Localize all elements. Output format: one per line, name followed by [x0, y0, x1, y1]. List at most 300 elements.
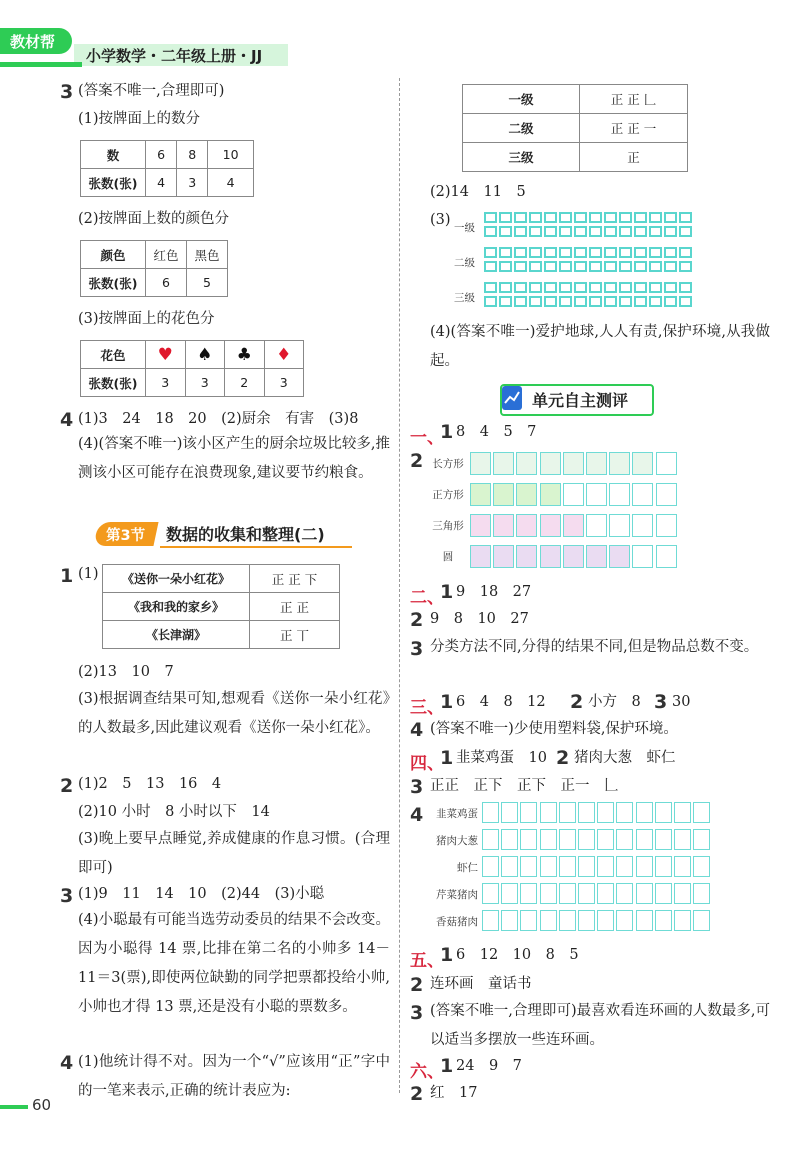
grid-cell: [609, 545, 630, 568]
grid-cell: [544, 212, 557, 223]
table-cell: 2: [225, 369, 265, 397]
grid-cell: [514, 247, 527, 258]
grid-cell: [679, 261, 692, 272]
answer-text: 9 18 27: [456, 584, 532, 600]
grid-cell: [514, 261, 527, 272]
grid-cell: [520, 829, 537, 850]
grid-cell: [656, 514, 677, 537]
column-divider: [399, 78, 400, 1093]
grid-cell: [559, 261, 572, 272]
grid-cell: [649, 226, 662, 237]
section-number: 三、: [410, 698, 444, 718]
grid-cell: [578, 829, 595, 850]
answer-paragraph: 分类方法不同,分得的结果不同,但是物品总数不变。: [430, 639, 759, 655]
grid-cell: [529, 296, 542, 307]
grid-cell: [574, 212, 587, 223]
header-stripe: [0, 62, 82, 67]
answer-text: (2)14 11 5: [430, 184, 526, 200]
grid-cell: [540, 514, 561, 537]
grid-cell: [559, 282, 572, 293]
section-header: [96, 520, 386, 548]
grid-cell: [693, 883, 710, 904]
grid-cell: [520, 910, 537, 931]
grid-cell: [540, 483, 561, 506]
grid-cell: [589, 282, 602, 293]
table-cell: 张数(张): [81, 169, 146, 197]
answer-text: 红 17: [430, 1085, 478, 1101]
table-cell: 4: [208, 169, 254, 197]
grid-cell: [604, 226, 617, 237]
grid-cell: [632, 514, 653, 537]
grid-cell: [470, 452, 491, 475]
question-number: 1: [440, 691, 454, 713]
grid-cell: [514, 296, 527, 307]
grid-cell: [609, 452, 630, 475]
answer-text: 30: [672, 694, 691, 710]
grid-cell: [632, 483, 653, 506]
grid-cell: [586, 483, 607, 506]
grid-cell: [597, 802, 614, 823]
grid-cell: [559, 296, 572, 307]
unit-title: 单元自主测评: [532, 391, 629, 410]
answer-text: 正正 正下 正下 正一 𠃊: [430, 778, 619, 794]
grid-cell: [649, 282, 662, 293]
grid-cell: [649, 247, 662, 258]
dumpling-grid-chart: [420, 802, 710, 942]
grid-cell: [482, 910, 499, 931]
grid-cell: [499, 226, 512, 237]
grid-cell: [604, 296, 617, 307]
table-cell: 三级: [463, 143, 580, 172]
grid-cell: [574, 296, 587, 307]
section-number: 一、: [410, 428, 444, 448]
question-number: 3: [60, 81, 74, 103]
grade-grid-chart: [454, 212, 704, 312]
grid-cell: [634, 261, 647, 272]
grid-cell: [529, 226, 542, 237]
grid-cell: [589, 226, 602, 237]
grid-cell: [484, 296, 497, 307]
question-number: 2: [570, 691, 584, 713]
grid-row-label: 一级: [454, 222, 475, 234]
answer-text: (1)9 11 14 10 (2)44 (3)小聪: [78, 886, 325, 902]
question-number: 2: [410, 609, 424, 631]
question-number: 2: [410, 450, 424, 472]
grid-cell: [516, 514, 537, 537]
grid-cell: [529, 247, 542, 258]
card-color-table: [80, 240, 228, 297]
grid-row: [482, 883, 712, 904]
grid-cell: [540, 910, 557, 931]
grid-cell: [493, 514, 514, 537]
table-cell: 正 正 一: [580, 114, 688, 143]
grid-cell: [514, 212, 527, 223]
grid-cell: [632, 545, 653, 568]
grid-cell: [619, 261, 632, 272]
grid-cell: [634, 247, 647, 258]
grid-cell: [544, 247, 557, 258]
table-cell: 张数(张): [81, 369, 146, 397]
answer-text: 8 4 5 7: [456, 424, 537, 440]
grid-cell: [574, 226, 587, 237]
table-cell: 数: [81, 141, 146, 169]
table-cell: 《我和我的家乡》: [103, 593, 250, 621]
grid-cell: [679, 226, 692, 237]
section-number: 六、: [410, 1062, 444, 1082]
grid-row: [482, 829, 712, 850]
table-cell: 正 正: [250, 593, 340, 621]
grid-cell: [655, 802, 672, 823]
grid-cell: [559, 212, 572, 223]
grid-cell: [632, 452, 653, 475]
grid-cell: [616, 883, 633, 904]
answer-paragraph: (4)(答案不唯一)爱护地球,人人有责,保护环境,从我做起。: [430, 324, 770, 369]
grid-cell: [636, 910, 653, 931]
question-number: 4: [60, 409, 74, 431]
grid-cell: [586, 545, 607, 568]
card-suit-table: [80, 340, 304, 397]
grid-cell: [578, 802, 595, 823]
diamond-icon: ♦: [264, 341, 304, 369]
answer-text: (3): [430, 212, 451, 228]
grid-row-label: 香菇猪肉: [436, 916, 478, 928]
section-number: 四、: [410, 754, 444, 774]
grid-row: [484, 247, 694, 258]
grid-cell: [559, 883, 576, 904]
grid-row: [484, 212, 694, 223]
grid-row: [484, 296, 694, 307]
grid-row-label: 三角形: [432, 520, 464, 532]
grid-row: [482, 802, 712, 823]
grid-cell: [679, 296, 692, 307]
section-number: 二、: [410, 588, 444, 608]
grid-cell: [649, 261, 662, 272]
grid-cell: [559, 910, 576, 931]
question-number: 3: [410, 1002, 424, 1024]
answer-text: (2)按牌面上数的颜色分: [78, 211, 230, 227]
grid-cell: [529, 261, 542, 272]
grid-cell: [679, 212, 692, 223]
table-cell: 黑色: [187, 241, 228, 269]
grid-cell: [482, 829, 499, 850]
grid-cell: [484, 261, 497, 272]
grid-cell: [589, 296, 602, 307]
answer-text: (2)13 10 7: [78, 664, 174, 680]
grid-cell: [499, 296, 512, 307]
answer-paragraph: (1)他统计得不对。因为一个“√”应该用“正”字中的一笔来表示,正确的统计表应为:: [78, 1054, 390, 1099]
grid-cell: [586, 514, 607, 537]
grid-row-label: 芹菜猪肉: [436, 889, 478, 901]
grid-row: [470, 483, 679, 506]
answer-text: (1)2 5 13 16 4: [78, 776, 222, 792]
grid-cell: [597, 910, 614, 931]
grid-cell: [604, 212, 617, 223]
question-number: 1: [440, 944, 454, 966]
question-number: 2: [410, 974, 424, 996]
answer-text: (答案不唯一,合理即可): [78, 83, 225, 99]
grid-cell: [589, 261, 602, 272]
grade-tally-table: [462, 84, 688, 172]
answer-text: 6 12 10 8 5: [456, 947, 579, 963]
grid-cell: [499, 282, 512, 293]
answer-paragraph: (4)(答案不唯一)该小区产生的厨余垃圾比较多,推测该小区可能存在浪费现象,建议要节约粮食。: [78, 436, 390, 481]
grid-cell: [656, 483, 677, 506]
chart-icon: [502, 386, 522, 410]
grid-cell: [540, 802, 557, 823]
answer-text: 连环画 童话书: [430, 976, 532, 992]
grid-cell: [514, 282, 527, 293]
grid-cell: [544, 282, 557, 293]
section-number: 五、: [410, 951, 444, 971]
grid-cell: [493, 545, 514, 568]
grid-cell: [499, 261, 512, 272]
answer-text: (3)按牌面上的花色分: [78, 311, 215, 327]
grid-cell: [559, 247, 572, 258]
grid-cell: [559, 856, 576, 877]
grid-cell: [544, 261, 557, 272]
grid-cell: [574, 261, 587, 272]
grid-cell: [501, 910, 518, 931]
question-number: 3: [410, 638, 424, 660]
grid-cell: [636, 829, 653, 850]
heart-icon: ♥: [146, 341, 186, 369]
grid-cell: [693, 910, 710, 931]
grid-cell: [693, 856, 710, 877]
section-title: 数据的收集和整理(二): [166, 525, 325, 544]
grid-cell: [616, 829, 633, 850]
table-cell: 正 正 下: [250, 565, 340, 593]
grid-cell: [674, 883, 691, 904]
grid-cell: [604, 282, 617, 293]
table-cell: 一级: [463, 85, 580, 114]
answer-text: 6 4 8 12: [456, 694, 546, 710]
grid-row-label: 长方形: [432, 458, 464, 470]
grid-cell: [516, 545, 537, 568]
question-number: 2: [60, 775, 74, 797]
question-number: 1: [440, 581, 454, 603]
table-cell: 正: [580, 143, 688, 172]
grid-cell: [619, 226, 632, 237]
table-cell: 5: [187, 269, 228, 297]
grid-cell: [516, 452, 537, 475]
grid-row-label: 圆: [442, 551, 454, 563]
page-number-bar: [0, 1105, 28, 1109]
grid-cell: [520, 802, 537, 823]
question-number: 3: [410, 776, 424, 798]
grid-cell: [649, 296, 662, 307]
grid-cell: [586, 452, 607, 475]
grid-cell: [619, 212, 632, 223]
question-number: 1: [440, 421, 454, 443]
answer-text: 小方 8: [588, 694, 641, 710]
table-cell: 红色: [146, 241, 187, 269]
grid-row: [470, 452, 679, 475]
grid-cell: [559, 802, 576, 823]
grid-cell: [544, 296, 557, 307]
grid-cell: [470, 514, 491, 537]
grid-cell: [493, 452, 514, 475]
grid-cell: [664, 212, 677, 223]
answer-paragraph: (3)根据调查结果可知,想观看《送你一朵小红花》的人数最多,因此建议观看《送你一朵小红花》。: [78, 691, 390, 736]
movie-vote-table: [102, 564, 340, 649]
table-cell: 8: [177, 141, 208, 169]
grid-cell: [484, 282, 497, 293]
grid-cell: [634, 226, 647, 237]
table-cell: 正 正 𠃊: [580, 85, 688, 114]
grid-cell: [563, 545, 584, 568]
question-number: 1: [440, 747, 454, 769]
grid-cell: [470, 483, 491, 506]
answer-text: (1)3 24 18 20 (2)厨余 有害 (3)8: [78, 411, 359, 427]
grid-cell: [664, 296, 677, 307]
grid-cell: [470, 545, 491, 568]
header-title: 小学数学・二年级上册・JJ: [86, 47, 263, 65]
grid-row: [482, 856, 712, 877]
grid-cell: [563, 452, 584, 475]
grid-row: [470, 545, 679, 568]
table-cell: 6: [146, 141, 177, 169]
table-cell: 《长津湖》: [103, 621, 250, 649]
table-cell: 6: [146, 269, 187, 297]
grid-cell: [484, 226, 497, 237]
grid-cell: [604, 261, 617, 272]
grid-cell: [619, 296, 632, 307]
grid-cell: [540, 883, 557, 904]
table-cell: 10: [208, 141, 254, 169]
grid-row: [482, 910, 712, 931]
table-cell: 3: [177, 169, 208, 197]
grid-cell: [693, 829, 710, 850]
grid-cell: [499, 212, 512, 223]
grid-cell: [664, 261, 677, 272]
grid-cell: [679, 247, 692, 258]
grid-row-label: 猪肉大葱: [436, 835, 478, 847]
answer-paragraph: (答案不唯一,合理即可)最喜欢看连环画的人数最多,可以适当多摆放一些连环画。: [430, 1003, 770, 1048]
grid-cell: [501, 883, 518, 904]
grid-cell: [484, 212, 497, 223]
grid-cell: [634, 212, 647, 223]
section-badge: 第3节: [106, 528, 146, 544]
grid-cell: [516, 483, 537, 506]
grid-cell: [674, 802, 691, 823]
page-number: 60: [32, 1096, 52, 1114]
grid-cell: [501, 802, 518, 823]
grid-row-label: 二级: [454, 257, 475, 269]
header-brand: 教材帮: [10, 33, 56, 51]
grid-cell: [529, 282, 542, 293]
grid-row: [484, 282, 694, 293]
grid-cell: [501, 829, 518, 850]
grid-row-label: 韭菜鸡蛋: [436, 808, 478, 820]
question-number: 1: [60, 565, 74, 587]
answer-text: 9 8 10 27: [430, 611, 529, 627]
grid-cell: [574, 247, 587, 258]
grid-cell: [563, 483, 584, 506]
grid-cell: [482, 802, 499, 823]
table-cell: 张数(张): [81, 269, 146, 297]
grid-cell: [544, 226, 557, 237]
question-number: 3: [60, 885, 74, 907]
grid-cell: [540, 856, 557, 877]
spade-icon: ♠: [185, 341, 225, 369]
grid-cell: [520, 883, 537, 904]
grid-cell: [540, 545, 561, 568]
grid-cell: [559, 829, 576, 850]
grid-cell: [636, 802, 653, 823]
grid-cell: [634, 282, 647, 293]
grid-cell: [529, 212, 542, 223]
grid-cell: [616, 856, 633, 877]
grid-cell: [674, 829, 691, 850]
grid-cell: [578, 910, 595, 931]
grid-cell: [520, 856, 537, 877]
grid-cell: [674, 856, 691, 877]
grid-cell: [674, 910, 691, 931]
grid-cell: [609, 483, 630, 506]
club-icon: ♣: [225, 341, 265, 369]
grid-cell: [656, 452, 677, 475]
grid-cell: [574, 282, 587, 293]
grid-cell: [655, 829, 672, 850]
grid-cell: [664, 247, 677, 258]
grid-cell: [656, 545, 677, 568]
answer-text: 韭菜鸡蛋 10: [456, 750, 547, 766]
grid-cell: [604, 247, 617, 258]
grid-cell: [499, 247, 512, 258]
grid-cell: [482, 856, 499, 877]
grid-cell: [563, 514, 584, 537]
question-number: 1: [440, 1055, 454, 1077]
grid-row-label: 虾仁: [457, 862, 478, 874]
question-number: 4: [410, 719, 424, 741]
grid-cell: [664, 282, 677, 293]
card-number-table: [80, 140, 254, 197]
table-cell: 《送你一朵小红花》: [103, 565, 250, 593]
question-number: 3: [654, 691, 668, 713]
grid-cell: [540, 452, 561, 475]
question-number: 2: [556, 747, 570, 769]
answer-paragraph: (3)晚上要早点睡觉,养成健康的作息习惯。(合理即可): [78, 831, 390, 876]
grid-cell: [609, 514, 630, 537]
grid-cell: [589, 247, 602, 258]
answer-text: (2)10 小时 8 小时以下 14: [78, 804, 270, 820]
grid-cell: [655, 910, 672, 931]
grid-cell: [578, 856, 595, 877]
grid-cell: [597, 883, 614, 904]
table-cell: 二级: [463, 114, 580, 143]
grid-row-label: 三级: [454, 292, 475, 304]
table-cell: 3: [185, 369, 225, 397]
grid-cell: [679, 282, 692, 293]
grid-cell: [597, 856, 614, 877]
grid-cell: [514, 226, 527, 237]
grid-cell: [482, 883, 499, 904]
table-cell: 花色: [81, 341, 146, 369]
grid-row: [484, 226, 694, 237]
grid-cell: [493, 483, 514, 506]
answer-text: (1): [78, 566, 99, 582]
grid-cell: [636, 856, 653, 877]
table-cell: 3: [146, 369, 186, 397]
question-number: 4: [410, 804, 424, 826]
grid-cell: [578, 883, 595, 904]
grid-cell: [597, 829, 614, 850]
grid-cell: [540, 829, 557, 850]
grid-cell: [649, 212, 662, 223]
grid-cell: [501, 856, 518, 877]
answer-text: 24 9 7: [456, 1058, 522, 1074]
shape-grid-chart: [420, 452, 680, 572]
